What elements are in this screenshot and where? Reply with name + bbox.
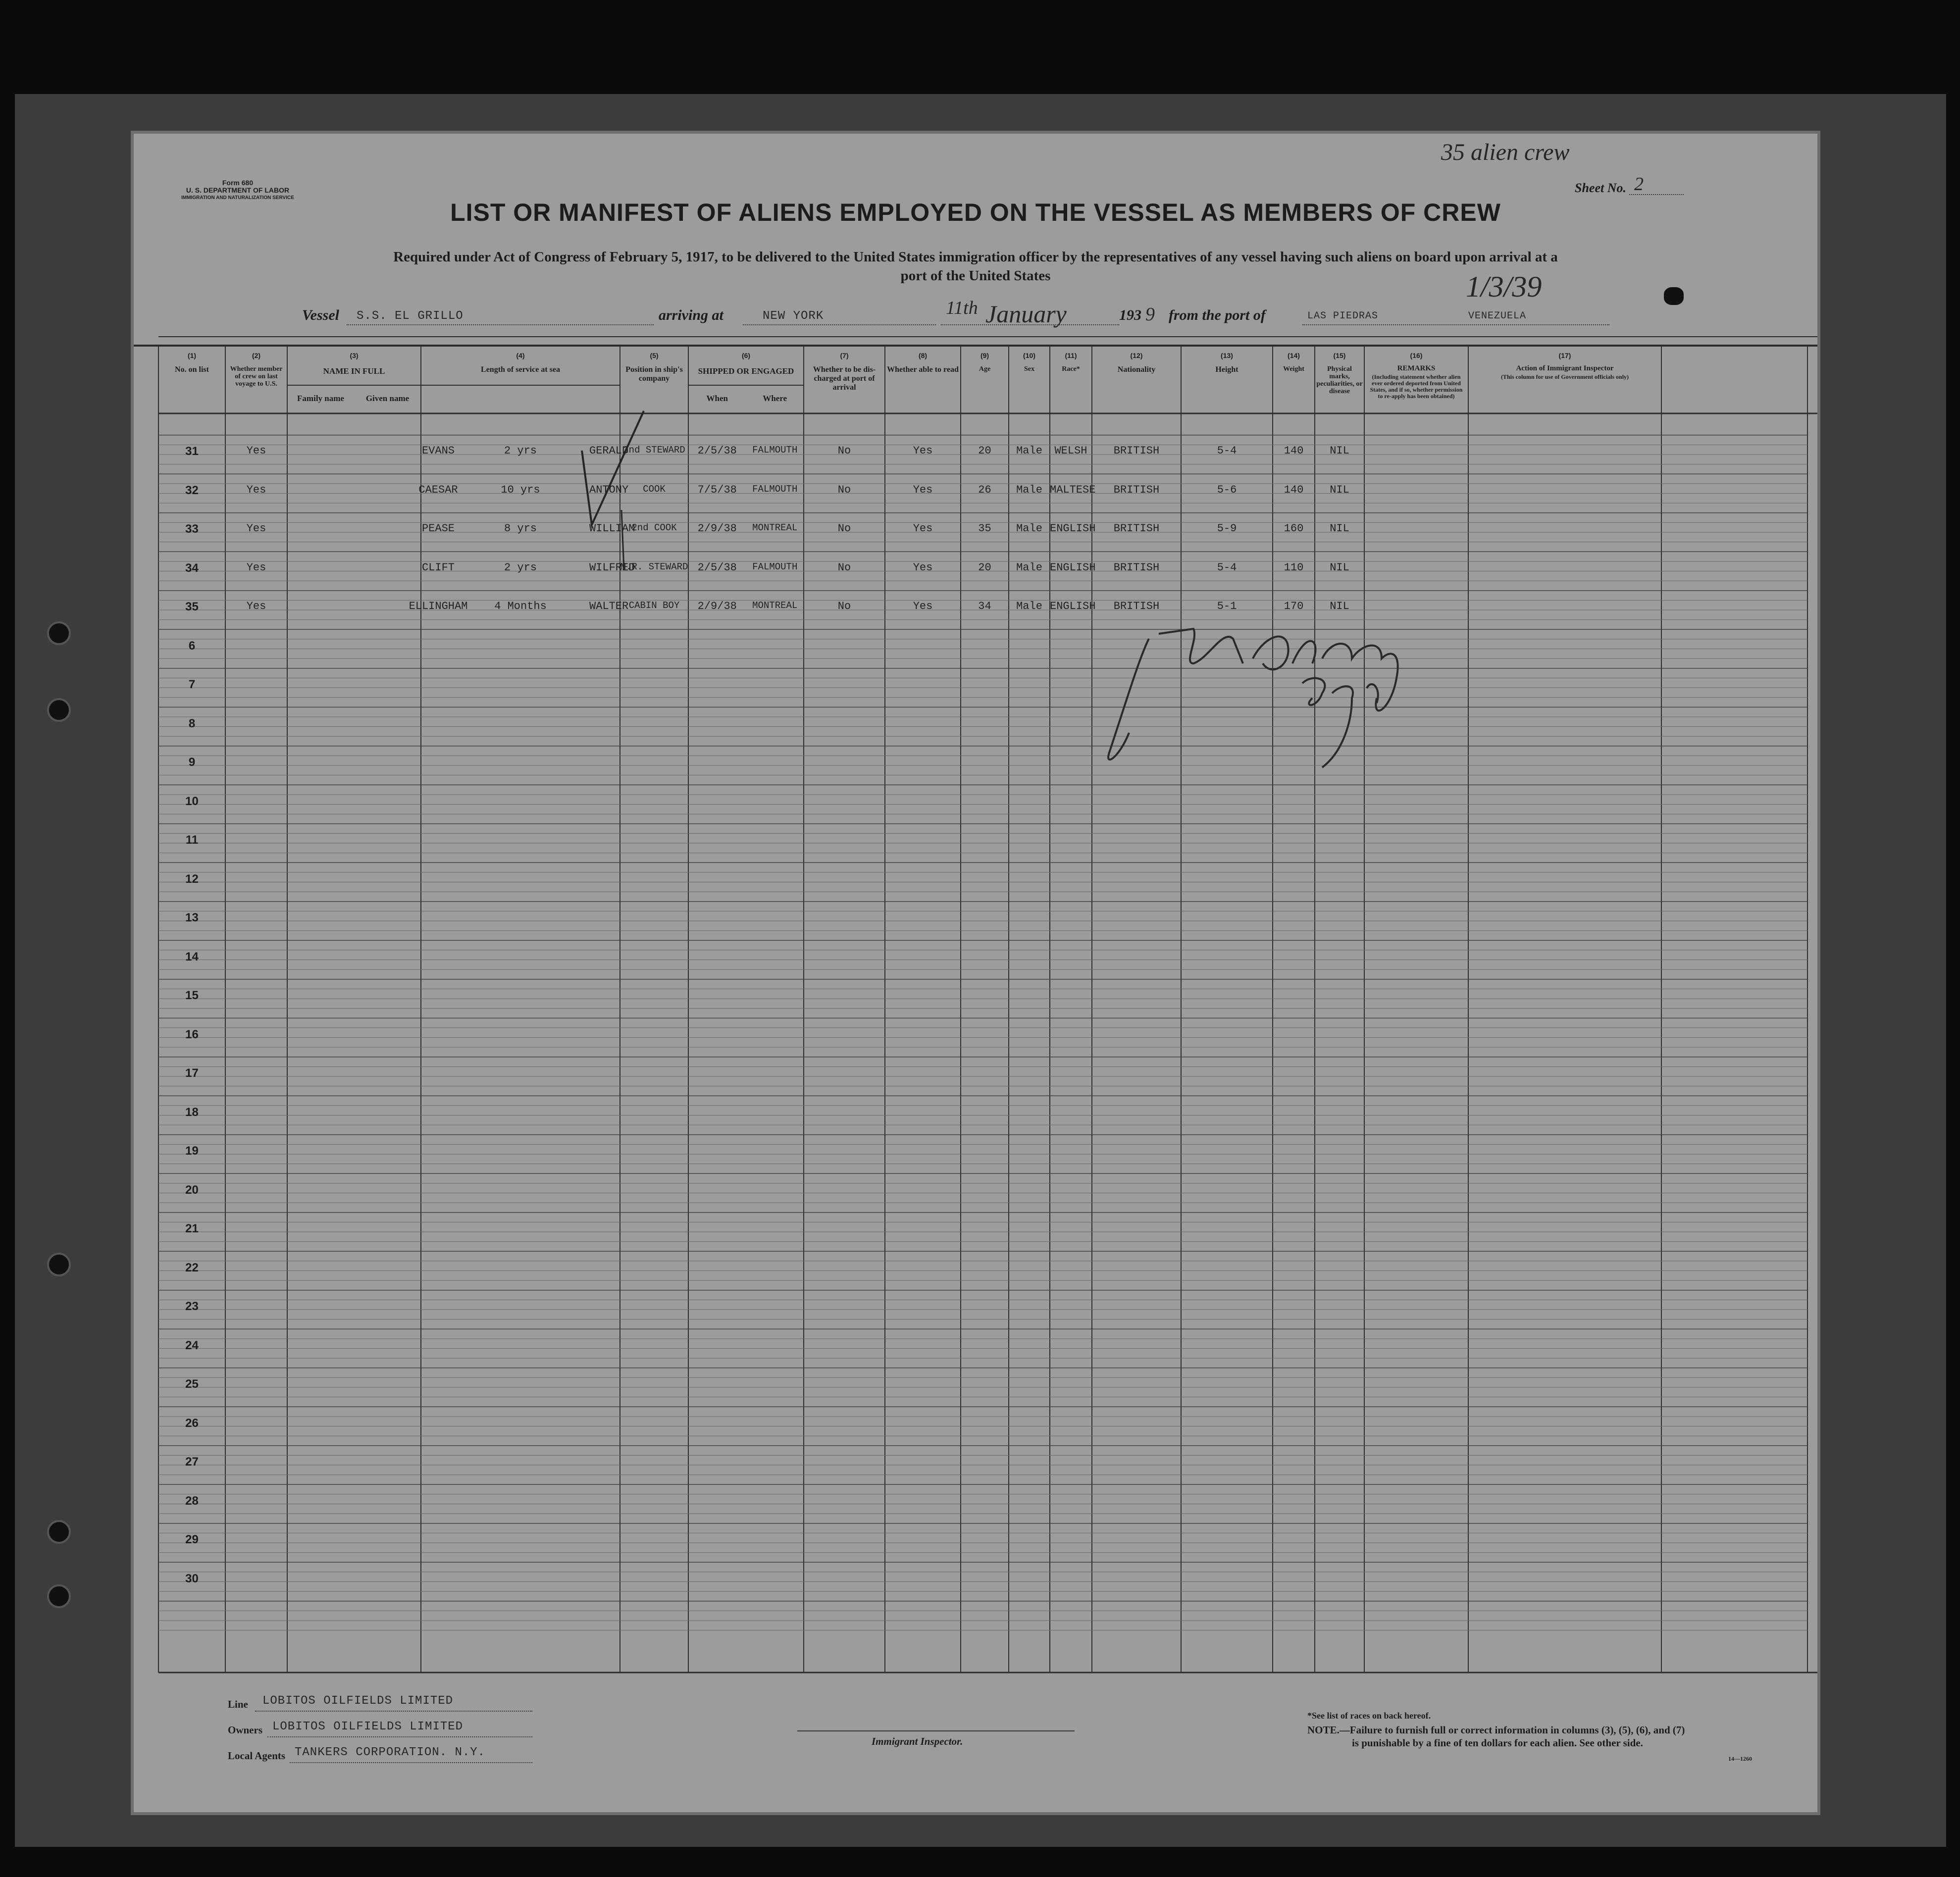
cell-where: FALMOUTH <box>752 561 798 572</box>
cell-service: 4 Months <box>494 600 547 612</box>
line-label: Line <box>228 1698 248 1710</box>
cell-position: 2nd STEWARD <box>623 445 685 456</box>
cell-weight: 140 <box>1284 483 1304 496</box>
cell-age: 35 <box>978 522 991 535</box>
row-number: 34 <box>185 561 199 575</box>
cell-where: FALMOUTH <box>752 445 798 456</box>
row-number: 7 <box>188 678 196 691</box>
column-number: (8) <box>918 352 928 359</box>
cell-height: 5-1 <box>1217 600 1237 612</box>
row-number: 19 <box>185 1144 199 1158</box>
row-number: 26 <box>185 1416 199 1430</box>
binder-hole <box>47 1520 71 1544</box>
binder-hole <box>47 621 71 645</box>
column-heading: Length of service at sea <box>481 365 560 374</box>
row-number: 20 <box>185 1183 199 1197</box>
sheet-number: 2 <box>1634 174 1644 195</box>
cell-race: ENGLISH <box>1050 522 1096 535</box>
cell-marks: NIL <box>1330 483 1349 496</box>
cell-when: 2/9/38 <box>697 522 737 535</box>
cell-weight: 110 <box>1284 561 1304 574</box>
column-number: (12) <box>1130 352 1143 359</box>
cell-when: 7/5/38 <box>697 483 737 496</box>
cell-when: 2/9/38 <box>697 600 737 612</box>
cell-race: MALTESE <box>1050 483 1096 496</box>
manifest-sheet <box>134 134 1817 1812</box>
cell-family: ELLINGHAM <box>409 600 468 612</box>
cell-discharge: No <box>837 445 851 457</box>
cell-discharge: No <box>837 522 851 535</box>
column-number: (6) <box>741 352 751 359</box>
cell-read: Yes <box>913 445 933 457</box>
inspector-signature <box>1075 609 1421 787</box>
cell-sex: Male <box>1016 600 1042 612</box>
cell-nationality: BRITISH <box>1113 522 1160 535</box>
row-number: 24 <box>185 1338 199 1352</box>
column-number: (3) <box>350 352 359 359</box>
row-number: 15 <box>185 989 199 1002</box>
cell-family: PEASE <box>421 522 455 535</box>
cell-family: CLIFT <box>421 561 455 574</box>
agents-underline <box>290 1762 532 1763</box>
year-written: 9 <box>1145 304 1155 325</box>
cell-discharge: No <box>837 561 851 574</box>
check-marks <box>134 134 1817 1812</box>
column-heading: Nationality <box>1117 365 1156 374</box>
cell-nationality: BRITISH <box>1113 445 1160 457</box>
cell-family: EVANS <box>421 445 455 457</box>
column-note: (Including statement whether alien ever ordered deported from United States, and if so, whether permission to re-apply has been obtained) <box>1370 373 1463 400</box>
cell-nationality: BRITISH <box>1113 561 1160 574</box>
arriving-label: arriving at <box>659 307 723 323</box>
column-number: (10) <box>1023 352 1035 359</box>
column-heading: Whether member of crew on last voyage to U.S. <box>230 365 283 388</box>
row-number: 18 <box>185 1105 199 1119</box>
arrival-day: 11th <box>946 298 978 318</box>
row-number: 10 <box>185 794 199 808</box>
departure-country: VENEZUELA <box>1468 310 1527 322</box>
cell-service: 2 yrs <box>504 445 537 457</box>
column-heading: Position in ship's company <box>625 365 683 383</box>
column-number: (9) <box>980 352 989 359</box>
vessel-name: S.S. EL GRILLO <box>357 309 464 323</box>
cell-given: WILFRED <box>589 561 635 574</box>
cell-read: Yes <box>913 522 933 535</box>
cell-family: CAESAR <box>418 483 458 496</box>
arrival-month: January <box>985 300 1067 328</box>
cell-prev: Yes <box>246 522 266 535</box>
cell-given: ANTONY <box>589 483 629 496</box>
column-number: (11) <box>1065 352 1077 359</box>
crew-count-note: 35 alien crew <box>1441 139 1570 165</box>
cell-prev: Yes <box>246 445 266 457</box>
cell-weight: 160 <box>1284 522 1304 535</box>
print-code: 14—1260 <box>1728 1755 1752 1762</box>
row-number: 23 <box>185 1300 199 1313</box>
sheet-label: Sheet No. <box>1575 181 1626 195</box>
cell-prev: Yes <box>246 561 266 574</box>
cell-race: WELSH <box>1054 445 1087 457</box>
column-heading: Physical marks, peculiarities, or disease <box>1316 365 1363 395</box>
cell-nationality: BRITISH <box>1113 600 1160 612</box>
row-number: 6 <box>188 639 196 653</box>
row-number: 32 <box>185 483 199 497</box>
cell-nationality: BRITISH <box>1113 483 1160 496</box>
cell-where: MONTREAL <box>752 600 798 611</box>
date-stamp: 1/3/39 <box>1466 270 1542 303</box>
column-heading: NAME IN FULL <box>323 366 385 376</box>
column-number: (17) <box>1558 352 1571 359</box>
row-number: 27 <box>185 1455 199 1469</box>
cell-read: Yes <box>913 483 933 496</box>
cell-read: Yes <box>913 600 933 612</box>
cell-marks: NIL <box>1330 561 1349 574</box>
agents-value: TANKERS CORPORATION. N.Y. <box>295 1746 486 1759</box>
owners-value: LOBITOS OILFIELDS LIMITED <box>272 1720 464 1733</box>
department: U. S. DEPARTMENT OF LABOR <box>186 186 290 194</box>
agents-label: Local Agents <box>228 1750 286 1762</box>
row-number: 16 <box>185 1027 199 1041</box>
column-heading: Action of Immigrant Inspector <box>1516 364 1614 372</box>
cell-height: 5-4 <box>1217 445 1237 457</box>
row-number: 25 <box>185 1377 199 1391</box>
arrival-port: NEW YORK <box>763 309 824 323</box>
row-number: 29 <box>185 1533 199 1546</box>
inspector-line <box>797 1730 1075 1731</box>
cell-age: 20 <box>978 445 991 457</box>
subtitle-line-2: port of the United States <box>900 268 1051 284</box>
cell-position: CABIN BOY <box>628 600 680 611</box>
fine-note-1: NOTE.—Failure to furnish full or correct information in columns (3), (5), (6), and (7) <box>1307 1724 1685 1736</box>
year-printed: 193 <box>1119 307 1141 323</box>
column-number: (16) <box>1410 352 1423 359</box>
owners-underline <box>267 1736 532 1737</box>
departure-port: LAS PIEDRAS <box>1307 310 1379 322</box>
binder-hole <box>47 698 71 722</box>
cell-discharge: No <box>837 600 851 612</box>
column-subheading: Where <box>763 394 787 403</box>
form-title: LIST OR MANIFEST OF ALIENS EMPLOYED ON THE VESSEL AS MEMBERS OF CREW <box>450 199 1501 226</box>
races-note: *See list of races on back hereof. <box>1307 1711 1431 1721</box>
cell-given: WILLIAM <box>589 522 635 535</box>
from-port-label: from the port of <box>1169 307 1266 323</box>
cell-sex: Male <box>1016 561 1042 574</box>
cell-given: GERALD <box>589 445 629 457</box>
row-number: 35 <box>185 600 199 613</box>
column-subheading: Family name <box>297 394 344 403</box>
cell-position: COOK <box>643 483 666 495</box>
line-underline <box>255 1711 532 1712</box>
service: IMMIGRATION AND NATURALIZATION SERVICE <box>181 195 294 201</box>
cell-weight: 170 <box>1284 600 1304 612</box>
column-number: (1) <box>187 352 197 359</box>
line-value: LOBITOS OILFIELDS LIMITED <box>262 1694 454 1708</box>
cell-where: FALMOUTH <box>752 483 798 495</box>
form-number: Form 680 <box>222 179 254 187</box>
cell-service: 2 yrs <box>504 561 537 574</box>
row-number: 17 <box>185 1066 199 1080</box>
column-heading: Race* <box>1062 365 1080 373</box>
row-number: 13 <box>185 911 199 924</box>
inspector-label: Immigrant Inspector. <box>872 1735 963 1747</box>
binder-hole <box>47 1253 71 1276</box>
row-number: 30 <box>185 1572 199 1585</box>
cell-age: 20 <box>978 561 991 574</box>
cell-age: 34 <box>978 600 991 612</box>
column-number: (7) <box>840 352 849 359</box>
column-heading: Whether to be dis-charged at port of arrival <box>813 365 876 392</box>
cell-sex: Male <box>1016 483 1042 496</box>
cell-weight: 140 <box>1284 445 1304 457</box>
cell-prev: Yes <box>246 483 266 496</box>
row-number: 22 <box>185 1261 199 1274</box>
row-number: 21 <box>185 1222 199 1235</box>
cell-service: 10 yrs <box>501 483 540 496</box>
row-number: 12 <box>185 872 199 886</box>
row-number: 8 <box>188 716 196 730</box>
cell-race: ENGLISH <box>1050 561 1096 574</box>
row-number: 9 <box>188 756 196 769</box>
cell-marks: NIL <box>1330 522 1349 535</box>
column-number: (2) <box>252 352 261 359</box>
row-number: 28 <box>185 1494 199 1508</box>
column-heading: Height <box>1215 365 1238 374</box>
row-number: 11 <box>185 833 199 847</box>
column-heading: Age <box>979 365 991 373</box>
cell-when: 2/5/38 <box>697 445 737 457</box>
cell-sex: Male <box>1016 445 1042 457</box>
cell-discharge: No <box>837 483 851 496</box>
column-heading: Sex <box>1024 365 1034 373</box>
column-number: (15) <box>1333 352 1346 359</box>
binder-hole <box>47 1584 71 1608</box>
column-number: (4) <box>516 352 525 359</box>
subtitle-line-1: Required under Act of Congress of February 5, 1917, to be delivered to the United States immigration officer by the representatives of any vessel having such aliens on board upon arrival at a <box>393 249 1558 265</box>
cell-marks: NIL <box>1330 600 1349 612</box>
cell-given: WALTER <box>589 600 629 612</box>
vessel-label: Vessel <box>302 307 339 323</box>
row-number: 14 <box>185 950 199 964</box>
row-number: 33 <box>185 522 199 536</box>
owners-label: Owners <box>228 1724 262 1736</box>
cell-where: MONTREAL <box>752 522 798 533</box>
cell-when: 2/5/38 <box>697 561 737 574</box>
column-heading: No. on list <box>175 365 209 374</box>
cell-height: 5-4 <box>1217 561 1237 574</box>
column-subheading: When <box>706 394 728 403</box>
cell-service: 8 yrs <box>504 522 537 535</box>
column-heading: Whether able to read <box>887 365 959 374</box>
cell-height: 5-9 <box>1217 522 1237 535</box>
cell-marks: NIL <box>1330 445 1349 457</box>
column-number: (13) <box>1221 352 1233 359</box>
column-number: (14) <box>1288 352 1300 359</box>
column-heading: REMARKS <box>1397 364 1436 372</box>
column-heading: SHIPPED OR ENGAGED <box>698 366 794 376</box>
cell-height: 5-6 <box>1217 483 1237 496</box>
column-note: (This column for use of Government officials only) <box>1500 373 1629 380</box>
cell-prev: Yes <box>246 600 266 612</box>
column-subheading: Given name <box>365 394 410 403</box>
cell-read: Yes <box>913 561 933 574</box>
cell-age: 26 <box>978 483 991 496</box>
row-number: 31 <box>185 445 199 458</box>
column-number: (5) <box>650 352 659 359</box>
fine-note-2: is punishable by a fine of ten dollars for each alien. See other side. <box>1352 1737 1643 1749</box>
column-heading: Weight <box>1283 365 1304 373</box>
cell-race: ENGLISH <box>1050 600 1096 612</box>
cell-position: M.R. STEWARD <box>620 561 688 572</box>
cell-sex: Male <box>1016 522 1042 535</box>
cell-position: 2nd COOK <box>631 522 677 533</box>
